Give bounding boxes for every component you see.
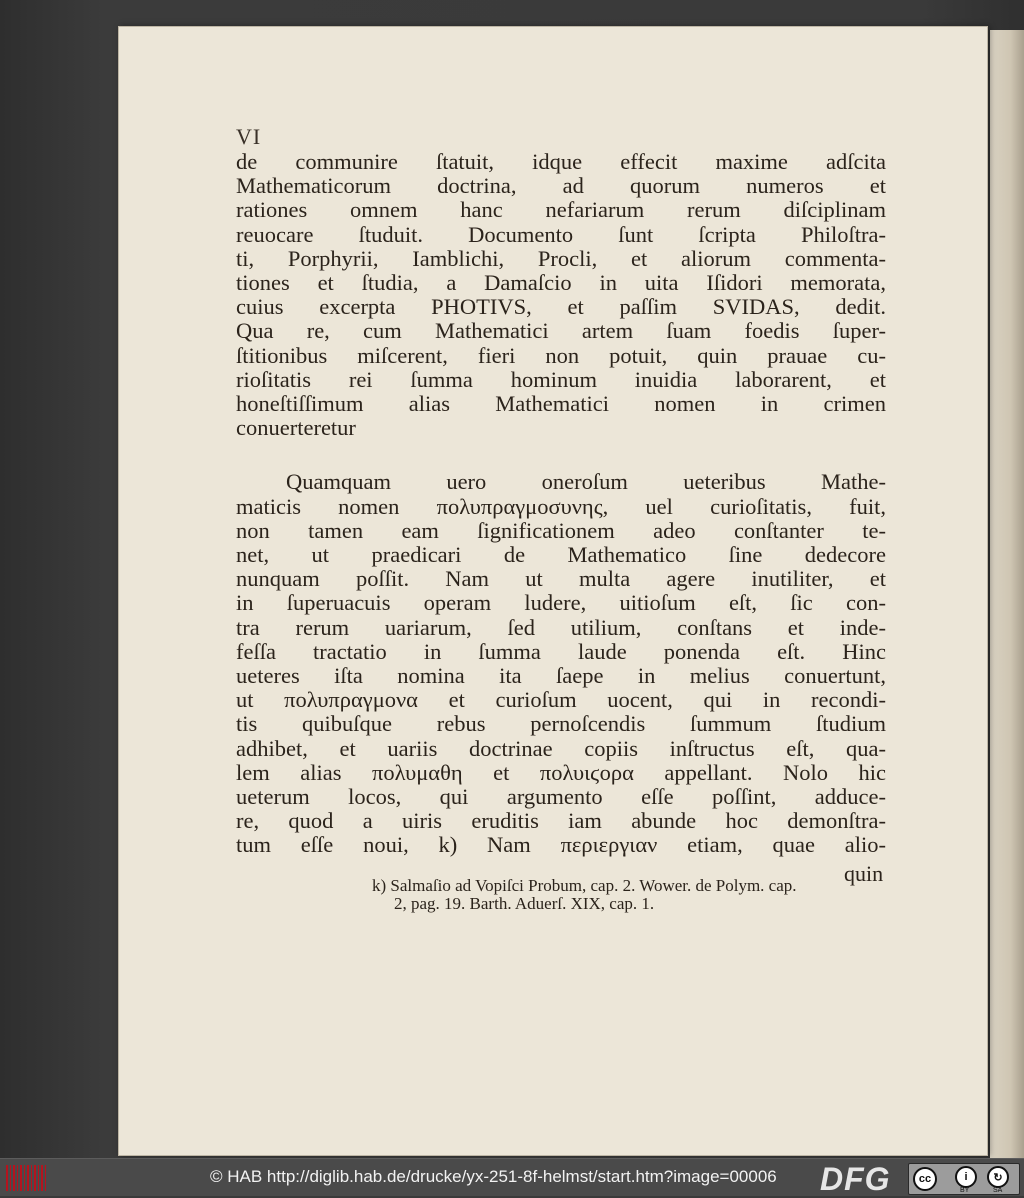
barcode-icon [6, 1165, 46, 1191]
footnote-line: 2, pag. 19. Barth. Aduerſ. XIX, cap. 1. [394, 894, 655, 913]
catchword: quin [844, 861, 884, 886]
body-text [236, 150, 886, 858]
page-number: VI [236, 124, 262, 149]
text-line: reuocare ſtuduit. Documento ſunt ſcripta Philoſtra- [236, 221, 886, 247]
text-line: Quamquam uero oneroſum ueteribus Mathe- [286, 469, 886, 495]
paragraph-1 [236, 150, 886, 440]
by-label: BY [960, 1187, 970, 1194]
text-line: conuerteretur [236, 415, 356, 441]
text-line: non tamen eam ſignificationem adeo conſtanter te- [236, 517, 886, 543]
sa-label: SA [993, 1187, 1003, 1194]
footer-bar [0, 1158, 1024, 1196]
text-line: re, quod a uiris eruditis iam abunde hoc demonſtra- [236, 808, 886, 834]
book-spine [990, 30, 1024, 1158]
text-line: Qua re, cum Mathematici artem ſuam foedis ſuper- [236, 318, 886, 344]
text-line: adhibet, et uariis doctrinae copiis inſtructus eſt, qua- [236, 735, 886, 761]
creative-commons-icon: cc [913, 1167, 937, 1191]
text-line: tis quibuſque rebus pernoſcendis ſummum ſtudium [236, 711, 886, 737]
text-line: ti, Porphyrii, Iamblichi, Procli, et aliorum commenta- [236, 245, 886, 271]
text-line: maticis nomen πολυπραγμοσυνης, uel curioſitatis, fuit, [236, 493, 886, 519]
text-line: cuius excerpta PHOTIVS, et paſſim SVIDAS, dedit. [236, 294, 886, 320]
share-alike-icon: ↻ [987, 1166, 1009, 1188]
text-line: feſſa tractatio in ſumma laude ponenda eſt. Hinc [236, 638, 886, 664]
cc-license-badge[interactable] [908, 1163, 1020, 1195]
footnote-line: k) Salmaſio ad Vopiſci Probum, cap. 2. Wower. de Polym. cap. [372, 876, 797, 895]
copyright-link[interactable]: © HAB http://diglib.hab.de/drucke/yx-251-8f-helmst/start.htm?image=00006 [210, 1167, 777, 1186]
paragraph-2 [236, 470, 886, 857]
footnote [372, 877, 884, 913]
text-line: tra rerum uariarum, ſed utilium, conſtans et inde- [236, 614, 886, 640]
text-line: rioſitatis rei ſumma hominum inuidia laborarent, et [236, 366, 886, 392]
text-line: de communire ſtatuit, idque effecit maxime adſcita [236, 149, 886, 174]
dfg-logo: DFG [820, 1161, 891, 1197]
text-line: nunquam poſſit. Nam ut multa agere inutiliter, et [236, 566, 886, 592]
text-line: ſtitionibus miſcerent, fieri non potuit, quin prauae cu- [236, 342, 886, 368]
text-line: tum eſſe noui, k) Nam περιεργιαν etiam, quae alio- [236, 832, 886, 858]
text-line: net, ut praedicari de Mathematico ſine dedecore [236, 542, 886, 568]
attribution-icon: i [955, 1166, 977, 1188]
text-line: in ſuperuacuis operam ludere, uitioſum eſt, ſic con- [236, 590, 886, 616]
text-line: ueterum locos, qui argumento eſſe poſſint, adduce- [236, 784, 886, 810]
text-line: tiones et ſtudia, a Damaſcio in uita Iſidori memorata, [236, 270, 886, 296]
text-line: ut πολυπραγμονα et curioſum uocent, qui in recondi- [236, 687, 886, 713]
text-line: Mathematicorum doctrina, ad quorum numeros et [236, 173, 886, 199]
text-line: honeſtiſſimum alias Mathematici nomen in crimen [236, 391, 886, 417]
text-line: lem alias πολυμαθη et πολυιϛορα appellant. Nolo hic [236, 759, 886, 785]
text-line: rationes omnem hanc nefariarum rerum diſciplinam [236, 197, 886, 223]
text-line: ueteres iſta nomina ita ſaepe in melius conuertunt, [236, 663, 886, 689]
